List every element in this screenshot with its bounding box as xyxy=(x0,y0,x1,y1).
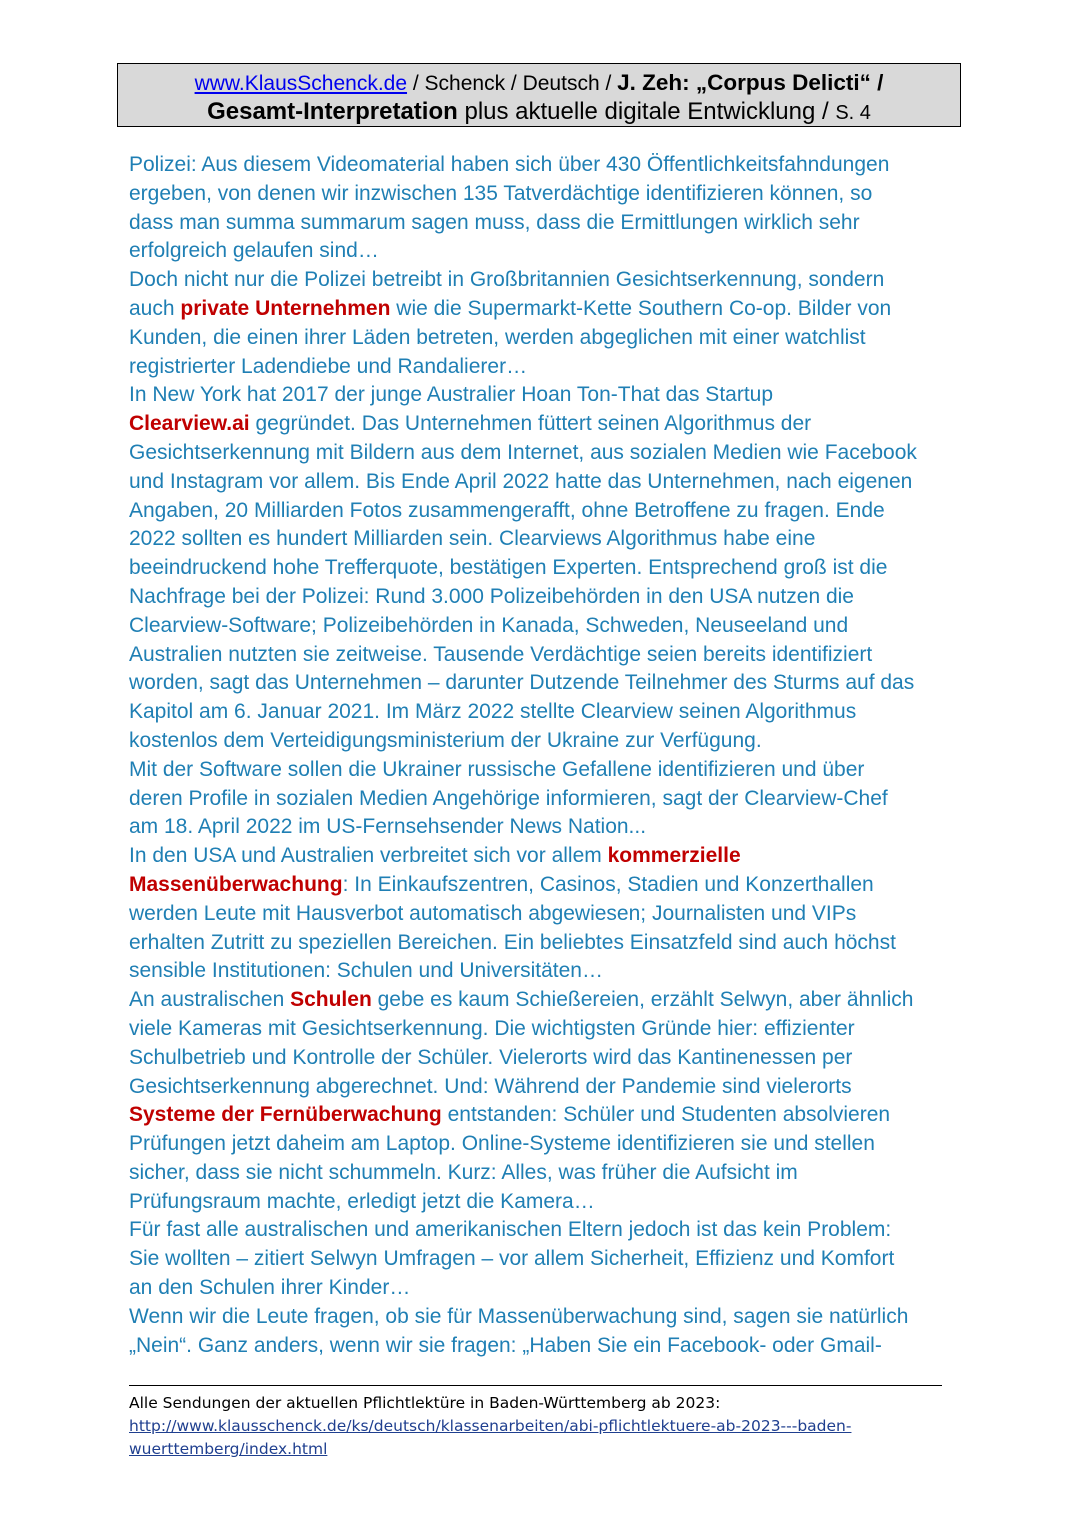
text-line: 2022 sollten es hundert Milliarden sein. Clearviews Algorithmus habe eine xyxy=(129,527,816,551)
text-line: sicher, dass sie nicht schummeln. Kurz: Alles, was früher die Aufsicht im xyxy=(129,1160,798,1184)
text-line: kostenlos dem Verteidigungsministerium der Ukraine zur Verfügung. xyxy=(129,728,762,752)
text-line: worden, sagt das Unternehmen – darunter Dutzende Teilnehmer des Sturms auf das xyxy=(129,671,915,695)
text-line: Schulbetrieb und Kontrolle der Schüler. Vielerorts wird das Kantinenessen per xyxy=(129,1045,853,1069)
text-line: Kunden, die einen ihrer Läden betreten, werden abgeglichen mit einer watchlist xyxy=(129,325,866,349)
text-line: registrierter Ladendiebe und Randalierer… xyxy=(129,354,528,378)
footer-link-wrap xyxy=(129,1415,949,1438)
highlight-private-companies: private Unternehmen xyxy=(180,296,391,320)
text-line xyxy=(129,295,959,324)
text-line: sensible Institutionen: Schulen und Universitäten… xyxy=(129,959,603,983)
text-line: Prüfungsraum machte, erledigt jetzt die Kamera… xyxy=(129,1189,595,1213)
text-line: Wenn wir die Leute fragen, ob sie für Massenüberwachung sind, sagen sie natürlich xyxy=(129,1304,909,1328)
work-title: J. Zeh: „Corpus Delicti“ / xyxy=(617,70,884,95)
text-line xyxy=(129,410,959,439)
text-line: „Nein“. Ganz anders, wenn wir sie fragen: „Haben Sie ein Facebook- oder Gmail- xyxy=(129,1333,882,1357)
highlight-mass-surveillance: Massenüberwachung xyxy=(129,872,343,896)
text-segment: gegründet. Das Unternehmen füttert seinen Algorithmus der xyxy=(249,412,812,436)
text-line: dass man summa summarum sagen muss, dass die Ermittlungen wirklich sehr xyxy=(129,210,860,234)
text-line: Polizei: Aus diesem Videomaterial haben sich über 430 Öffentlichkeitsfahndungen xyxy=(129,153,890,176)
text-segment: entstanden: Schüler und Studenten absolvieren xyxy=(441,1103,891,1127)
site-link[interactable]: www.KlausSchenck.de xyxy=(194,72,408,95)
text-line: Für fast alle australischen und amerikanischen Eltern jedoch ist das kein Problem: xyxy=(129,1218,892,1242)
text-segment: In den USA und Australien verbreitet sich vor allem xyxy=(129,844,608,868)
text-line: viele Kameras mit Gesichtserkennung. Die wichtigsten Gründe hier: effizienter xyxy=(129,1016,855,1040)
footer-link-part-2[interactable]: wuerttemberg/index.html xyxy=(129,1440,328,1458)
highlight-remote-monitoring: Systeme der Fernüberwachung xyxy=(129,1103,442,1127)
footer-divider xyxy=(129,1385,942,1386)
text-line xyxy=(129,986,959,1015)
text-line xyxy=(129,871,959,900)
text-segment: gebe es kaum Schießereien, erzählt Selwyn, aber ähnlich xyxy=(371,988,914,1012)
highlight-commercial: kommerzielle xyxy=(607,844,741,868)
text-line: Australien nutzten sie zeitweise. Tausende Verdächtige seien bereits identifiziert xyxy=(129,642,873,666)
text-line: erhalten Zutritt zu speziellen Bereichen. Ein beliebtes Einsatzfeld sind auch höchst xyxy=(129,930,896,954)
page-header-box xyxy=(117,63,961,127)
text-segment: auch xyxy=(129,296,181,320)
header-line-2 xyxy=(118,98,960,127)
text-segment: : In Einkaufszentren, Casinos, Stadien und Konzerthallen xyxy=(342,872,874,896)
text-line: In New York hat 2017 der junge Australier Hoan Ton-That das Startup xyxy=(129,383,774,407)
header-path: / Schenck / Deutsch / xyxy=(407,72,618,95)
page-footer xyxy=(129,1392,949,1461)
text-line: am 18. April 2022 im US-Fernsehsender News Nation... xyxy=(129,815,647,839)
header-line-1 xyxy=(118,70,960,97)
page-number: S. 4 xyxy=(835,102,871,124)
footer-link-wrap xyxy=(129,1438,949,1461)
text-line: Doch nicht nur die Polizei betreibt in Großbritannien Gesichtserkennung, sondern xyxy=(129,268,885,292)
text-line: Mit der Software sollen die Ukrainer russische Gefallene identifizieren und über xyxy=(129,757,865,781)
text-line: Clearview-Software; Polizeibehörden in Kanada, Schweden, Neuseeland und xyxy=(129,613,849,637)
text-segment: wie die Supermarkt-Kette Southern Co-op. Bilder von xyxy=(390,296,892,320)
text-line: erfolgreich gelaufen sind… xyxy=(129,239,379,263)
text-line: an den Schulen ihrer Kinder… xyxy=(129,1276,411,1300)
text-line: beeindruckend hohe Trefferquote, bestätigen Experten. Entsprechend groß ist die xyxy=(129,556,888,580)
header-subtitle-rest: plus aktuelle digitale Entwicklung / xyxy=(457,98,836,125)
text-line: Nachfrage bei der Polizei: Rund 3.000 Polizeibehörden in den USA nutzen die xyxy=(129,584,854,608)
highlight-clearview: Clearview.ai xyxy=(129,412,250,436)
highlight-schools: Schulen xyxy=(290,988,372,1012)
text-line: Prüfungen jetzt daheim am Laptop. Online-Systeme identifizieren sie und stellen xyxy=(129,1132,875,1156)
header-subtitle-bold: Gesamt-Interpretation xyxy=(207,98,458,125)
text-line: Kapitol am 6. Januar 2021. Im März 2022 stellte Clearview seinen Algorithmus xyxy=(129,700,857,724)
text-line: Sie wollten – zitiert Selwyn Umfragen – vor allem Sicherheit, Effizienz und Komfort xyxy=(129,1247,895,1271)
text-line: deren Profile in sozialen Medien Angehörige informieren, sagt der Clearview-Chef xyxy=(129,786,888,810)
footer-note: Alle Sendungen der aktuellen Pflichtlektüre in Baden-Württemberg ab 2023: xyxy=(129,1394,721,1412)
text-line: und Instagram vor allem. Bis Ende April 2022 hatte das Unternehmen, nach eigenen xyxy=(129,469,913,493)
text-line: Angaben, 20 Milliarden Fotos zusammengerafft, ohne Betroffene zu fragen. Ende xyxy=(129,498,885,522)
article-body xyxy=(129,151,959,1360)
text-line: ergeben, von denen wir inzwischen 135 Tatverdächtige identifizieren können, so xyxy=(129,181,873,205)
text-line: werden Leute mit Hausverbot automatisch abgewiesen; Journalisten und VIPs xyxy=(129,901,857,925)
text-line xyxy=(129,842,959,871)
text-line: Gesichtserkennung abgerechnet. Und: Während der Pandemie sind vielerorts xyxy=(129,1074,852,1098)
text-line xyxy=(129,1101,959,1130)
text-line: Gesichtserkennung mit Bildern aus dem Internet, aus sozialen Medien wie Facebook xyxy=(129,440,917,464)
text-segment: An australischen xyxy=(129,988,291,1012)
footer-link-part-1[interactable]: http://www.klausschenck.de/ks/deutsch/klassenarbeiten/abi-pflichtlektuere-ab-2023---baden- xyxy=(129,1417,852,1435)
